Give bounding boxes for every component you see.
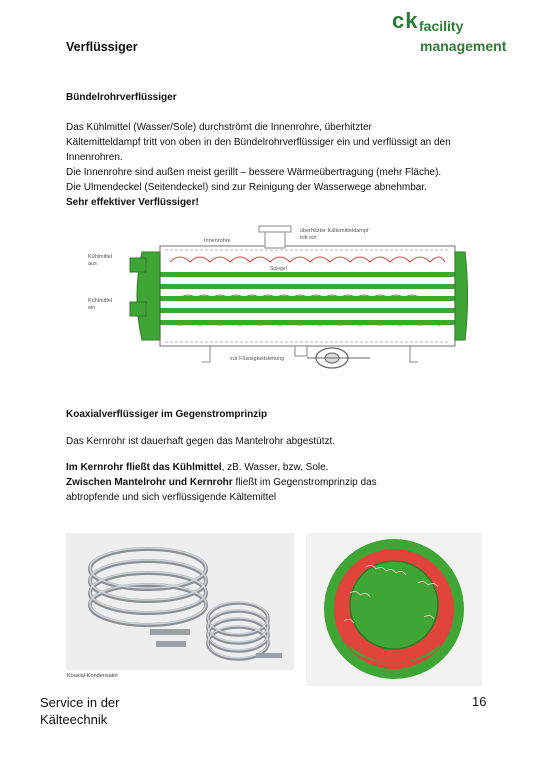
section1-text — [66, 120, 451, 210]
logo-word-management: management — [420, 38, 507, 54]
inner-tube — [158, 284, 456, 289]
footer-line: Kälteechnik — [40, 712, 108, 727]
inner-tube — [158, 296, 456, 301]
label-coolant-out-2: aus — [88, 261, 97, 267]
inner-tube — [158, 320, 456, 325]
text-line: Die Ulmendeckel (Seitendeckel) sind zur Reinigung der Wasserwege abnehmbar. — [66, 182, 427, 193]
text-line: abtropfende und sich verflüssigende Kältemittel — [66, 492, 277, 503]
section-heading-koaxial: Koaxialverflüssiger im Gegenstromprinzip — [66, 409, 268, 420]
condenser-diagram — [70, 212, 482, 390]
logo-ck: ck — [392, 8, 419, 33]
label-fluessigkeitsleitung: zur Flüssigkeitsleitung — [230, 356, 285, 362]
label-dampf-2: tritt ein — [300, 235, 317, 241]
text-line: Die Innenrohre sind außen meist gerillt – bessere Wärmeübertragung (mehr Fläche). — [66, 167, 442, 178]
page-title: Verflüssiger — [66, 40, 138, 54]
label-spiegel: Spiegel — [270, 266, 287, 272]
logo-word-facility: facility — [419, 18, 464, 34]
footer-line: Service in der — [40, 695, 120, 710]
label-dampf-1: überhitzter Kältemitteldampf — [300, 228, 369, 234]
coaxial-cross-section — [306, 533, 482, 686]
page-number: 16 — [472, 694, 487, 709]
section2-text — [66, 460, 377, 505]
inner-tube — [158, 272, 456, 277]
coolant-outlet — [130, 258, 146, 272]
text-line: Kältemitteldampf tritt von oben in den Bündelrohrverflüssiger ein und verflüssigt an den — [66, 137, 451, 148]
text-emphasis: Sehr effektiver Verflüssiger! — [66, 197, 199, 208]
label-innenrohre: Innenrohre — [204, 238, 231, 244]
right-end-cover — [455, 252, 468, 340]
text-line: Im Kernrohr fließt das Kühlmittel, zB. Wasser, bzw. Sole. — [66, 462, 329, 473]
core-tube — [350, 561, 438, 649]
company-logo — [392, 8, 542, 64]
label-coolant-in-1: Kühlmittel — [88, 298, 113, 304]
coaxial-coil-photo — [66, 533, 294, 670]
text-line: Innenrohren. — [66, 152, 123, 163]
label-coolant-out-1: Kühlmittel — [88, 254, 113, 260]
text-line: Das Kühlmittel (Wasser/Sole) durchströmt die Innenrohre, überhitzter — [66, 122, 372, 133]
inner-tube — [158, 308, 456, 313]
text-line: Zwischen Mantelrohr und Kernrohr fließt im Gegenstromprinzip das — [66, 477, 377, 488]
label-coolant-in-2: ein — [88, 305, 96, 311]
footer-text — [40, 694, 119, 728]
coolant-inlet — [130, 302, 146, 316]
section2-line1: Das Kernrohr ist dauerhaft gegen das Mantelrohr abgestützt. — [66, 436, 336, 447]
section-heading-buendelrohr: Bündelrohrverflüssiger — [66, 92, 177, 103]
photo-caption: Koaxial-Kondensator — [67, 673, 119, 679]
